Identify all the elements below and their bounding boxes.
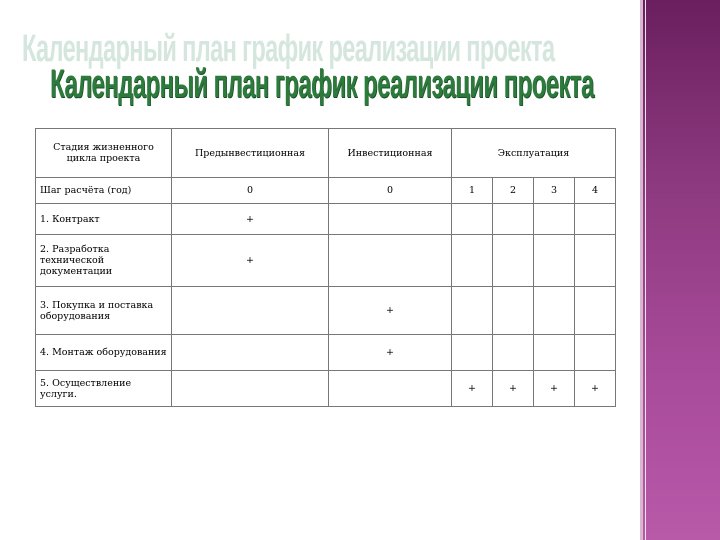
row-mark: + [329,287,452,335]
step-row [36,178,616,204]
row-label: 5. Осуществление услуги. [36,371,172,407]
decorative-side-band [640,0,720,540]
row-mark [534,204,575,235]
table-row [36,287,616,335]
row-label: 3. Покупка и поставка оборудования [36,287,172,335]
row-mark [452,287,493,335]
slide-title: Календарный план график реализации проекта [50,62,594,106]
row-mark [329,235,452,287]
row-mark [534,335,575,371]
header-investment: Инвестиционная [329,129,452,178]
step-value: 2 [493,178,534,204]
step-value: 0 [329,178,452,204]
row-mark: + [172,204,329,235]
decorative-side-line-thin [645,0,646,540]
table-row [36,335,616,371]
row-mark [329,371,452,407]
row-mark [172,287,329,335]
step-value: 4 [575,178,616,204]
title-shadow: Календарный план график реализации проекта [22,28,555,70]
row-mark [575,235,616,287]
row-label: 1. Контракт [36,204,172,235]
step-value: 0 [172,178,329,204]
row-mark [172,371,329,407]
row-mark [493,204,534,235]
row-mark: + [575,371,616,407]
decorative-side-line [640,0,643,540]
row-mark: + [329,335,452,371]
step-label: Шаг расчёта (год) [36,178,172,204]
row-mark: + [172,235,329,287]
table-row [36,204,616,235]
row-label: 2. Разработка технической документации [36,235,172,287]
table-header-row [36,129,616,178]
step-value: 1 [452,178,493,204]
row-label: 4. Монтаж оборудования [36,335,172,371]
row-mark [452,235,493,287]
row-mark [534,235,575,287]
row-mark [575,335,616,371]
header-pre-investment: Предынвестиционная [172,129,329,178]
row-mark [575,287,616,335]
schedule-table [35,128,616,407]
row-mark [329,204,452,235]
row-mark [493,235,534,287]
header-stage: Стадия жизненного цикла проекта [36,129,172,178]
row-mark [452,335,493,371]
row-mark [172,335,329,371]
row-mark [493,287,534,335]
row-mark: + [493,371,534,407]
table-row [36,235,616,287]
table-row [36,371,616,407]
header-operation: Эксплуатация [452,129,616,178]
row-mark: + [452,371,493,407]
step-value: 3 [534,178,575,204]
row-mark [493,335,534,371]
row-mark: + [534,371,575,407]
row-mark [534,287,575,335]
row-mark [452,204,493,235]
row-mark [575,204,616,235]
